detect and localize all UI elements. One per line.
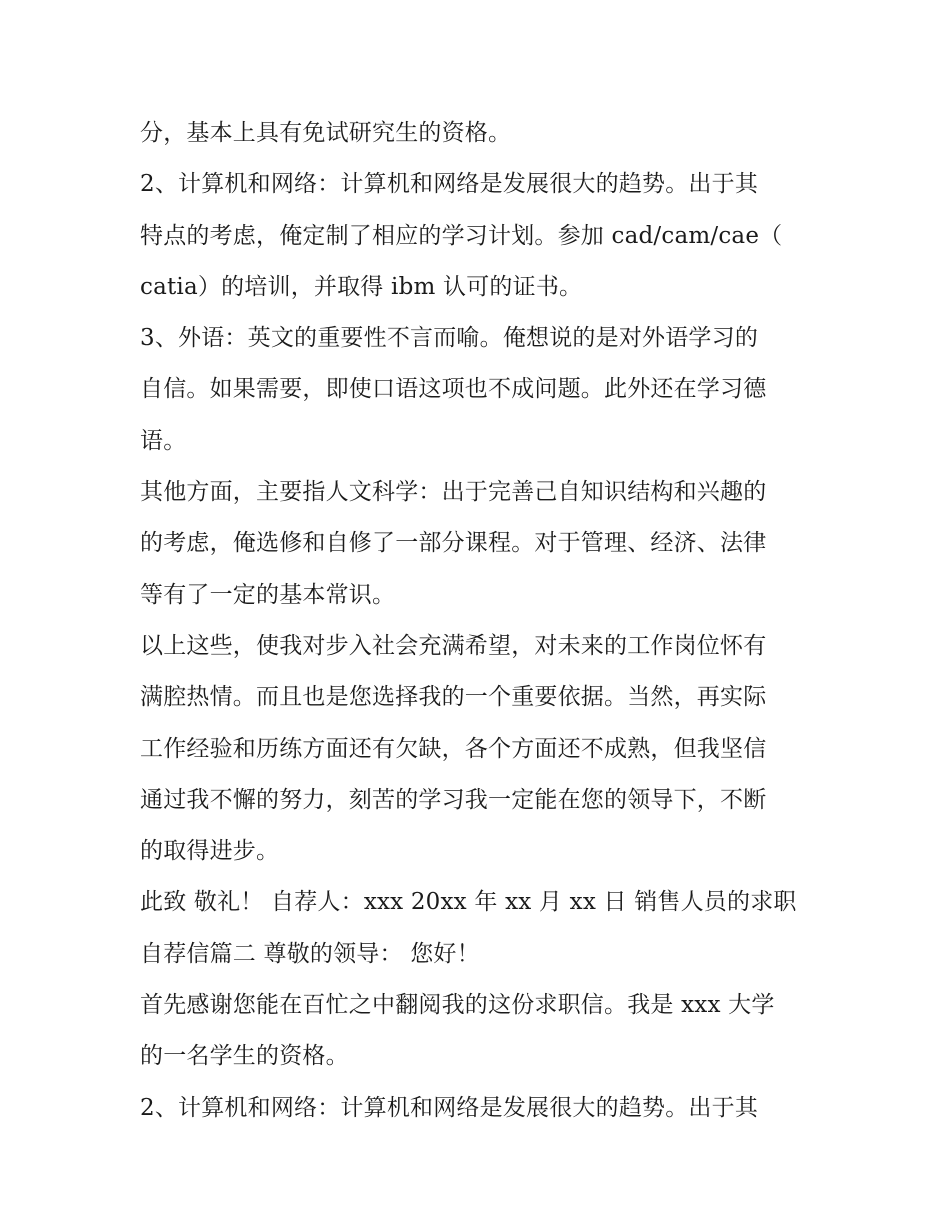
text-line: 等有了一定的基本常识。 <box>140 581 396 608</box>
text-line: 满腔热情。而且也是您选择我的一个重要依据。当然，再实际 <box>140 684 767 711</box>
text-line: 2、计算机和网络：计算机和网络是发展很大的趋势。出于其 <box>140 1094 759 1121</box>
text-line: 的一名学生的资格。 <box>140 1043 349 1070</box>
text-line: 自荐信篇二 尊敬的领导： 您好！ <box>140 940 480 967</box>
text-line: 工作经验和历练方面还有欠缺，各个方面还不成熟，但我坚信 <box>140 735 767 762</box>
text-line: 首先感谢您能在百忙之中翻阅我的这份求职信。我是 xxx 大学 <box>140 992 775 1019</box>
text-line: 其他方面，主要指人文科学：出于完善己自知识结构和兴趣的 <box>140 479 767 506</box>
text-line: 的取得进步。 <box>140 838 280 865</box>
text-line: 2、计算机和网络：计算机和网络是发展很大的趋势。出于其 <box>140 171 759 198</box>
text-line: 特点的考虑，俺定制了相应的学习计划。参加 cad/cam/cae（ <box>140 222 783 249</box>
text-line: catia）的培训，并取得 ibm 认可的证书。 <box>140 273 583 300</box>
text-line: 语。 <box>140 427 187 454</box>
text-line: 分，基本上具有免试研究生的资格。 <box>140 120 512 146</box>
text-line: 此致 敬礼！ 自荐人：xxx 20xx 年 xx 月 xx 日 销售人员的求职 <box>140 889 797 916</box>
text-line: 通过我不懈的努力，刻苦的学习我一定能在您的领导下，不断 <box>140 786 767 813</box>
text-line: 以上这些，使我对步入社会充满希望，对未来的工作岗位怀有 <box>140 632 767 659</box>
text-line: 的考虑，俺选修和自修了一部分课程。对于管理、经济、法律 <box>140 530 767 557</box>
document-body <box>140 108 820 1134</box>
text-line: 3、外语：英文的重要性不言而喻。俺想说的是对外语学习的 <box>140 325 759 352</box>
text-line: 自信。如果需要，即使口语这项也不成问题。此外还在学习德 <box>140 376 767 403</box>
